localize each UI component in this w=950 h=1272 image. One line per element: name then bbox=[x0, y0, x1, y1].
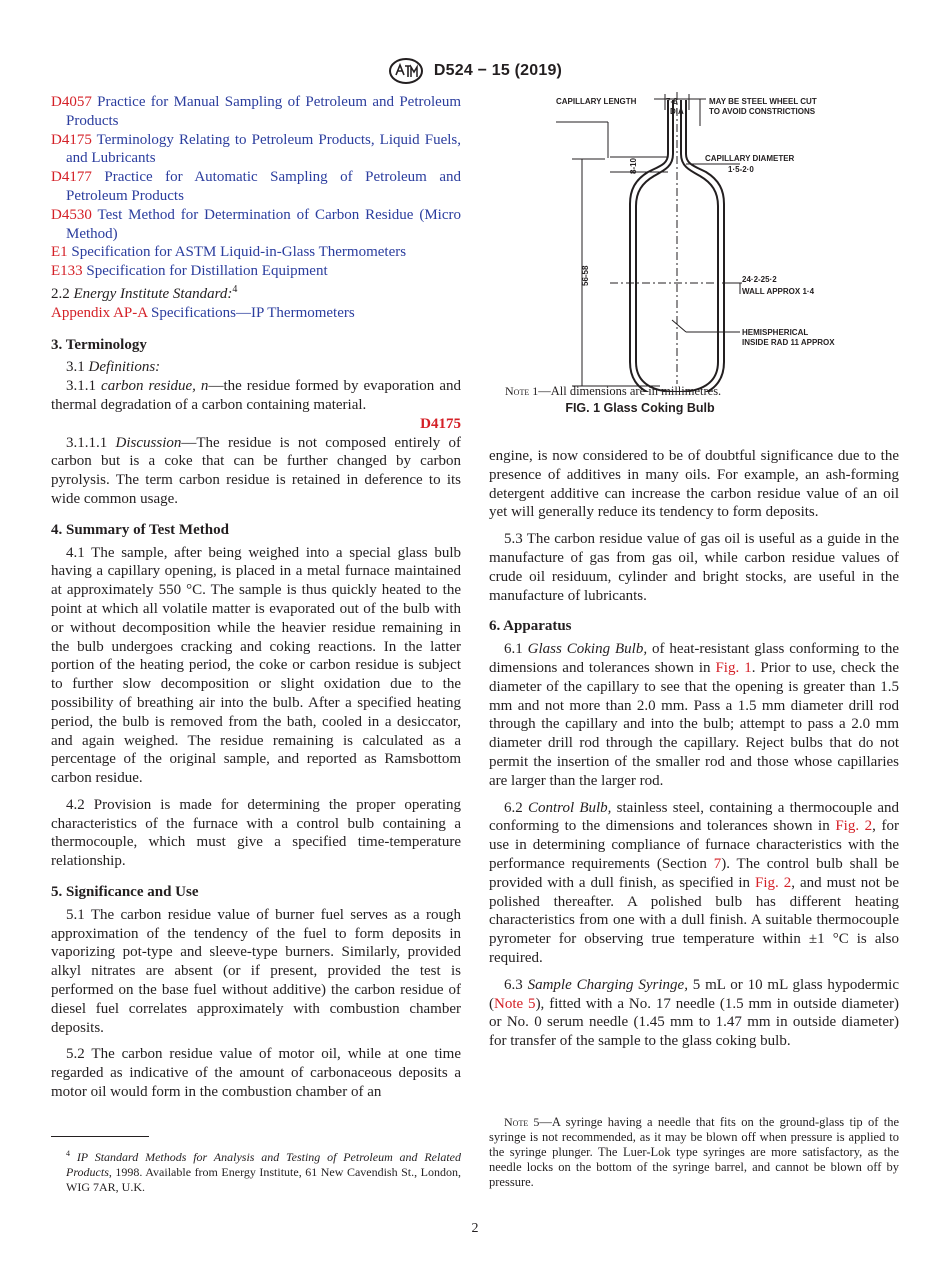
footnote-marker: 4 bbox=[232, 283, 238, 295]
label-height: 56-58 bbox=[581, 265, 590, 286]
paragraph-text: of heat-resistant glass conforming to the dimensions and tolerances shown in bbox=[489, 641, 900, 676]
label-steel-wheel-2: TO AVOID CONSTRICTIONS bbox=[709, 107, 816, 116]
reference-title-link[interactable]: Practice for Automatic Sampling of Petroleum and Petroleum Products bbox=[66, 169, 461, 204]
label-dia-bottom: DIA bbox=[670, 107, 684, 116]
figure-2-link[interactable]: Fig. 2 bbox=[754, 874, 792, 891]
reference-item bbox=[51, 262, 461, 281]
label-hemispherical: HEMISPHERICAL bbox=[742, 328, 809, 337]
definition-source-link[interactable]: D4175 bbox=[420, 415, 461, 432]
reference-item bbox=[51, 131, 461, 169]
bulb-drawing bbox=[490, 92, 900, 392]
note-text: —All dimensions are in millimetres. bbox=[538, 384, 722, 398]
note-label: Note 5 bbox=[504, 1115, 540, 1129]
section-number: 3.1.1 bbox=[66, 378, 96, 395]
paragraph-text: ), fitted with a No. 17 needle (1.5 mm in outside diameter) or No. 0 serum needle (1.45 mm to 1.47 mm in outside diameter) for transfer of the sample to the glass coking bulb. bbox=[489, 995, 899, 1050]
paragraph-text: —The residue is not composed entirely of carbon but is a coke that can be further changed by carbon pyrolysis. The term carbon residue is retained in deference to its wide common usage. bbox=[51, 434, 461, 507]
appendix-id-link[interactable]: Appendix AP-A bbox=[51, 304, 148, 321]
paragraph-text: . Prior to use, check the diameter of the capillary to see that the opening is greater than 1.5 mm and not more than 2.0 mm. Pass a 1.5 mm diameter drill rod through the capillary and into the bulb; attempt to pass a 2.0 mm diameter drill rod through the capillary. Reject bulbs that do not permit the insertion of the smaller rod and those whose capillaries are larger than the larger rod. bbox=[489, 659, 899, 789]
footnote-marker: 4 bbox=[66, 1149, 70, 1158]
paragraph-3-1-1 bbox=[51, 377, 461, 415]
paragraph-4-1: 4.1 The sample, after being weighed into a special glass bulb having a capillary opening, is placed in a metal furnace maintained at approximately 550 °C. The sample is thus quickly heated to the point at which all volatile matter is evaporated out of the bulb with or without decomposition while the heavier residue remaining in the bulb undergoes cracking and coking reactions. In the latter portion of the heating period, the coke or carbon residue is subject to further slow decomposition or slight oxidation due to the possibility of breathing air into the bulb. After a specified heating period, the bulb is removed from the bath, cooled in a desiccator, and again weighed. The residue remaining is calculated as a percentage of the original sample, and reported as Ramsbottom carbon residue. bbox=[51, 544, 461, 787]
defined-term: carbon residue, n bbox=[101, 378, 209, 395]
section-number: 3.1.1.1 bbox=[66, 434, 108, 451]
label-capillary-range: 1·5-2·0 bbox=[728, 165, 754, 174]
right-column bbox=[489, 447, 899, 1051]
footnote-4 bbox=[51, 1146, 461, 1195]
section-label: Control Bulb, bbox=[527, 799, 612, 816]
label-neck-length: 8-10 bbox=[629, 157, 638, 174]
definition-text: —the residue formed by evaporation and thermal degradation of a carbon containing material. bbox=[51, 378, 461, 413]
reference-item bbox=[51, 168, 461, 206]
paragraph-3-1-1-1 bbox=[51, 434, 461, 509]
reference-id-link[interactable]: E1 bbox=[51, 244, 68, 261]
label-capillary-length: CAPILLARY LENGTH bbox=[556, 97, 637, 106]
figure-note bbox=[505, 384, 721, 399]
paragraph-6-3 bbox=[489, 976, 899, 1051]
paragraph-3-1 bbox=[51, 358, 461, 377]
reference-title-link[interactable]: Terminology Relating to Petroleum Products, Liquid Fuels, and Lubricants bbox=[66, 131, 462, 167]
section-number: 3.1 bbox=[66, 359, 85, 376]
figure-2-link[interactable]: Fig. 2 bbox=[835, 818, 873, 835]
reference-title-link[interactable]: Specification for Distillation Equipment bbox=[86, 263, 328, 280]
reference-item bbox=[51, 304, 461, 323]
reference-item bbox=[51, 206, 461, 244]
section-label: Energy Institute Standard: bbox=[73, 285, 233, 302]
paragraph-5-1: 5.1 The carbon residue value of burner fuel serves as a rough approximation of the tendency of the fuel to form deposits in vaporizing pot-type and sleeve-type burners. Similarly, provided alkyl nitrates are absent (or if present, provided the test is performed on the base fuel without additive) the carbon residue of diesel fuel correlates approximately with combustion chamber deposits. bbox=[51, 906, 461, 1036]
paragraph-5-2: 5.2 The carbon residue value of motor oil, while at one time regarded as indicative of the amount of carbonaceous deposits a motor oil would form in the combustion chamber of an bbox=[51, 1046, 461, 1101]
reference-title-link[interactable]: Test Method for Determination of Carbon Residue (Micro Method) bbox=[66, 206, 462, 242]
document-designation: D524 − 15 (2019) bbox=[433, 62, 563, 79]
label-wall: WALL APPROX 1·4 bbox=[742, 287, 815, 296]
footnote-rule bbox=[51, 1136, 149, 1137]
paragraph-6-2 bbox=[489, 799, 899, 968]
paragraph-text: , for use in determining compliance of furnace characteristics with the performance requirements (Section bbox=[489, 818, 899, 872]
section-label: Sample Charging Syringe, bbox=[527, 976, 688, 993]
reference-title-link[interactable]: Practice for Manual Sampling of Petroleum and Petroleum Products bbox=[66, 94, 461, 129]
note-label: Note 1 bbox=[505, 384, 539, 398]
section-number: 6.1 bbox=[504, 641, 523, 658]
reference-id-link[interactable]: D4530 bbox=[51, 206, 92, 223]
section-label: Discussion bbox=[115, 434, 182, 451]
label-dia-top: 7-8 bbox=[666, 97, 678, 106]
section-7-link[interactable]: 7 bbox=[713, 855, 722, 872]
section-number: 6.2 bbox=[504, 799, 523, 816]
note-text: —A syringe having a needle that fits on the ground-glass tip of the syringe is not recommended, as it may be blown off when pressure is applied to the syringe plunger. The Luer-Lok type syringes are more satisfactory, as the needle locks on the bottom of the syringe barrel, and cannot be blown off by pressure. bbox=[489, 1115, 900, 1189]
reference-title-link[interactable]: Specification for ASTM Liquid-in-Glass Thermometers bbox=[71, 244, 407, 261]
reference-id-link[interactable]: D4177 bbox=[51, 169, 92, 186]
figure-glass-coking-bulb bbox=[490, 92, 900, 392]
astm-logo bbox=[388, 58, 424, 84]
paragraph-text: ). The control bulb shall be provided with a dull finish, as specified in bbox=[489, 855, 900, 891]
note-5-link[interactable]: Note 5 bbox=[494, 995, 536, 1012]
section-heading: 6. Apparatus bbox=[489, 618, 572, 635]
left-column bbox=[51, 93, 461, 1102]
label-inside-radius: INSIDE RAD 11 APPROX bbox=[742, 338, 835, 347]
section-number: 2.2 bbox=[51, 285, 70, 302]
label-steel-wheel-1: MAY BE STEEL WHEEL CUT bbox=[709, 97, 817, 106]
reference-id-link[interactable]: E133 bbox=[51, 263, 83, 280]
figure-1-link[interactable]: Fig. 1 bbox=[715, 659, 752, 676]
page-header bbox=[0, 58, 950, 84]
label-width: 24·2-25·2 bbox=[742, 275, 777, 284]
paragraph-5-2-continued: engine, is now considered to be of doubtful significance due to the presence of additives in many oils. For example, an ash-forming detergent additive can increase the carbon residue value of an oil yet will generally reduce its tendency to form deposits. bbox=[489, 448, 899, 521]
section-heading: 5. Significance and Use bbox=[51, 884, 199, 901]
reference-item bbox=[51, 243, 461, 262]
footnote-text: , 1998. Available from Energy Institute, 61 New Cavendish St., London, WIG 7AR, U.K. bbox=[66, 1165, 461, 1194]
footnote-title: IP Standard Methods for Analysis and Testing of Petroleum and Related Products bbox=[66, 1150, 462, 1179]
paragraph-text: 5 mL or 10 mL glass hypodermic ( bbox=[489, 976, 900, 1012]
paragraph-text: stainless steel, containing a thermocouple and conforming to the dimensions and tolerances shown in bbox=[489, 799, 899, 835]
figure-caption: FIG. 1 Glass Coking Bulb bbox=[565, 401, 715, 415]
note-5 bbox=[489, 1115, 899, 1190]
section-label: Glass Coking Bulb, bbox=[527, 641, 648, 658]
paragraph-text: , and must not be polished thereafter. A polished bulb has different heating characteristics from one with a dull finish. A suitable thermocouple pyrometer for observing true temperature within ±1 °C is also required. bbox=[489, 874, 900, 966]
reference-id-link[interactable]: D4057 bbox=[51, 94, 92, 110]
reference-item bbox=[51, 93, 461, 131]
label-capillary-diameter: CAPILLARY DIAMETER bbox=[705, 154, 795, 163]
paragraph-4-2: 4.2 Provision is made for determining the proper operating characteristics of the furnace with a control bulb containing a thermocouple, which must give a specified time-temperature relationship. bbox=[51, 796, 461, 870]
page-number: 2 bbox=[471, 1221, 479, 1236]
reference-id-link[interactable]: D4175 bbox=[51, 131, 92, 148]
paragraph-6-1 bbox=[489, 640, 899, 790]
section-heading: 3. Terminology bbox=[51, 336, 147, 353]
section-2-2 bbox=[51, 281, 461, 304]
appendix-title-link[interactable]: Specifications—IP Thermometers bbox=[151, 304, 355, 321]
section-label: Definitions: bbox=[88, 359, 161, 376]
section-heading: 4. Summary of Test Method bbox=[51, 521, 229, 538]
paragraph-5-3: 5.3 The carbon residue value of gas oil is useful as a guide in the manufacture of gas from gas oil, while carbon residue values of crude oil residuum, cylinder and bright stocks, are useful in the manufacture of lubricants. bbox=[489, 531, 899, 604]
section-number: 6.3 bbox=[504, 976, 523, 993]
